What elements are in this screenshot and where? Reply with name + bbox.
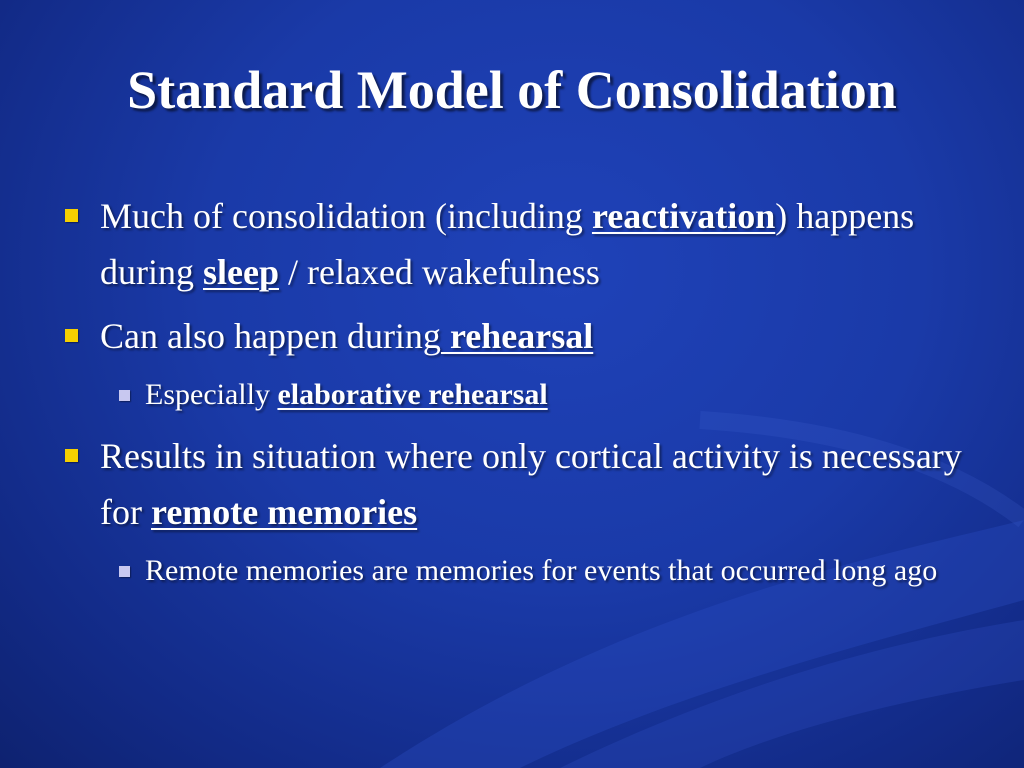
keyword-remote-memories: remote memories [150,492,418,532]
keyword-sleep: sleep [203,252,279,292]
bullet-rehearsal: Can also happen during rehearsal [62,308,982,364]
square-bullet-icon [65,449,78,462]
subbullet-elaborative-rehearsal: Especially elaborative rehearsal [62,372,982,418]
keyword-reactivation: reactivation [591,196,776,236]
subbullet-remote-memories-definition: Remote memories are memories for events that occurred long ago [62,548,982,594]
slide-content [62,188,982,604]
bullet-remote-memories: Results in situation where only cortical activity is necessary for remote memories [62,428,982,540]
square-subbullet-icon [119,566,130,577]
keyword-rehearsal: rehearsal [440,316,594,356]
square-bullet-icon [65,329,78,342]
bullet-consolidation-sleep: Much of consolidation (including reactivation) happens during sleep / relaxed wakefulness [62,188,982,300]
square-subbullet-icon [119,390,130,401]
square-bullet-icon [65,209,78,222]
keyword-elaborative-rehearsal: elaborative rehearsal [277,378,548,411]
slide-title: Standard Model of Consolidation [127,60,897,120]
